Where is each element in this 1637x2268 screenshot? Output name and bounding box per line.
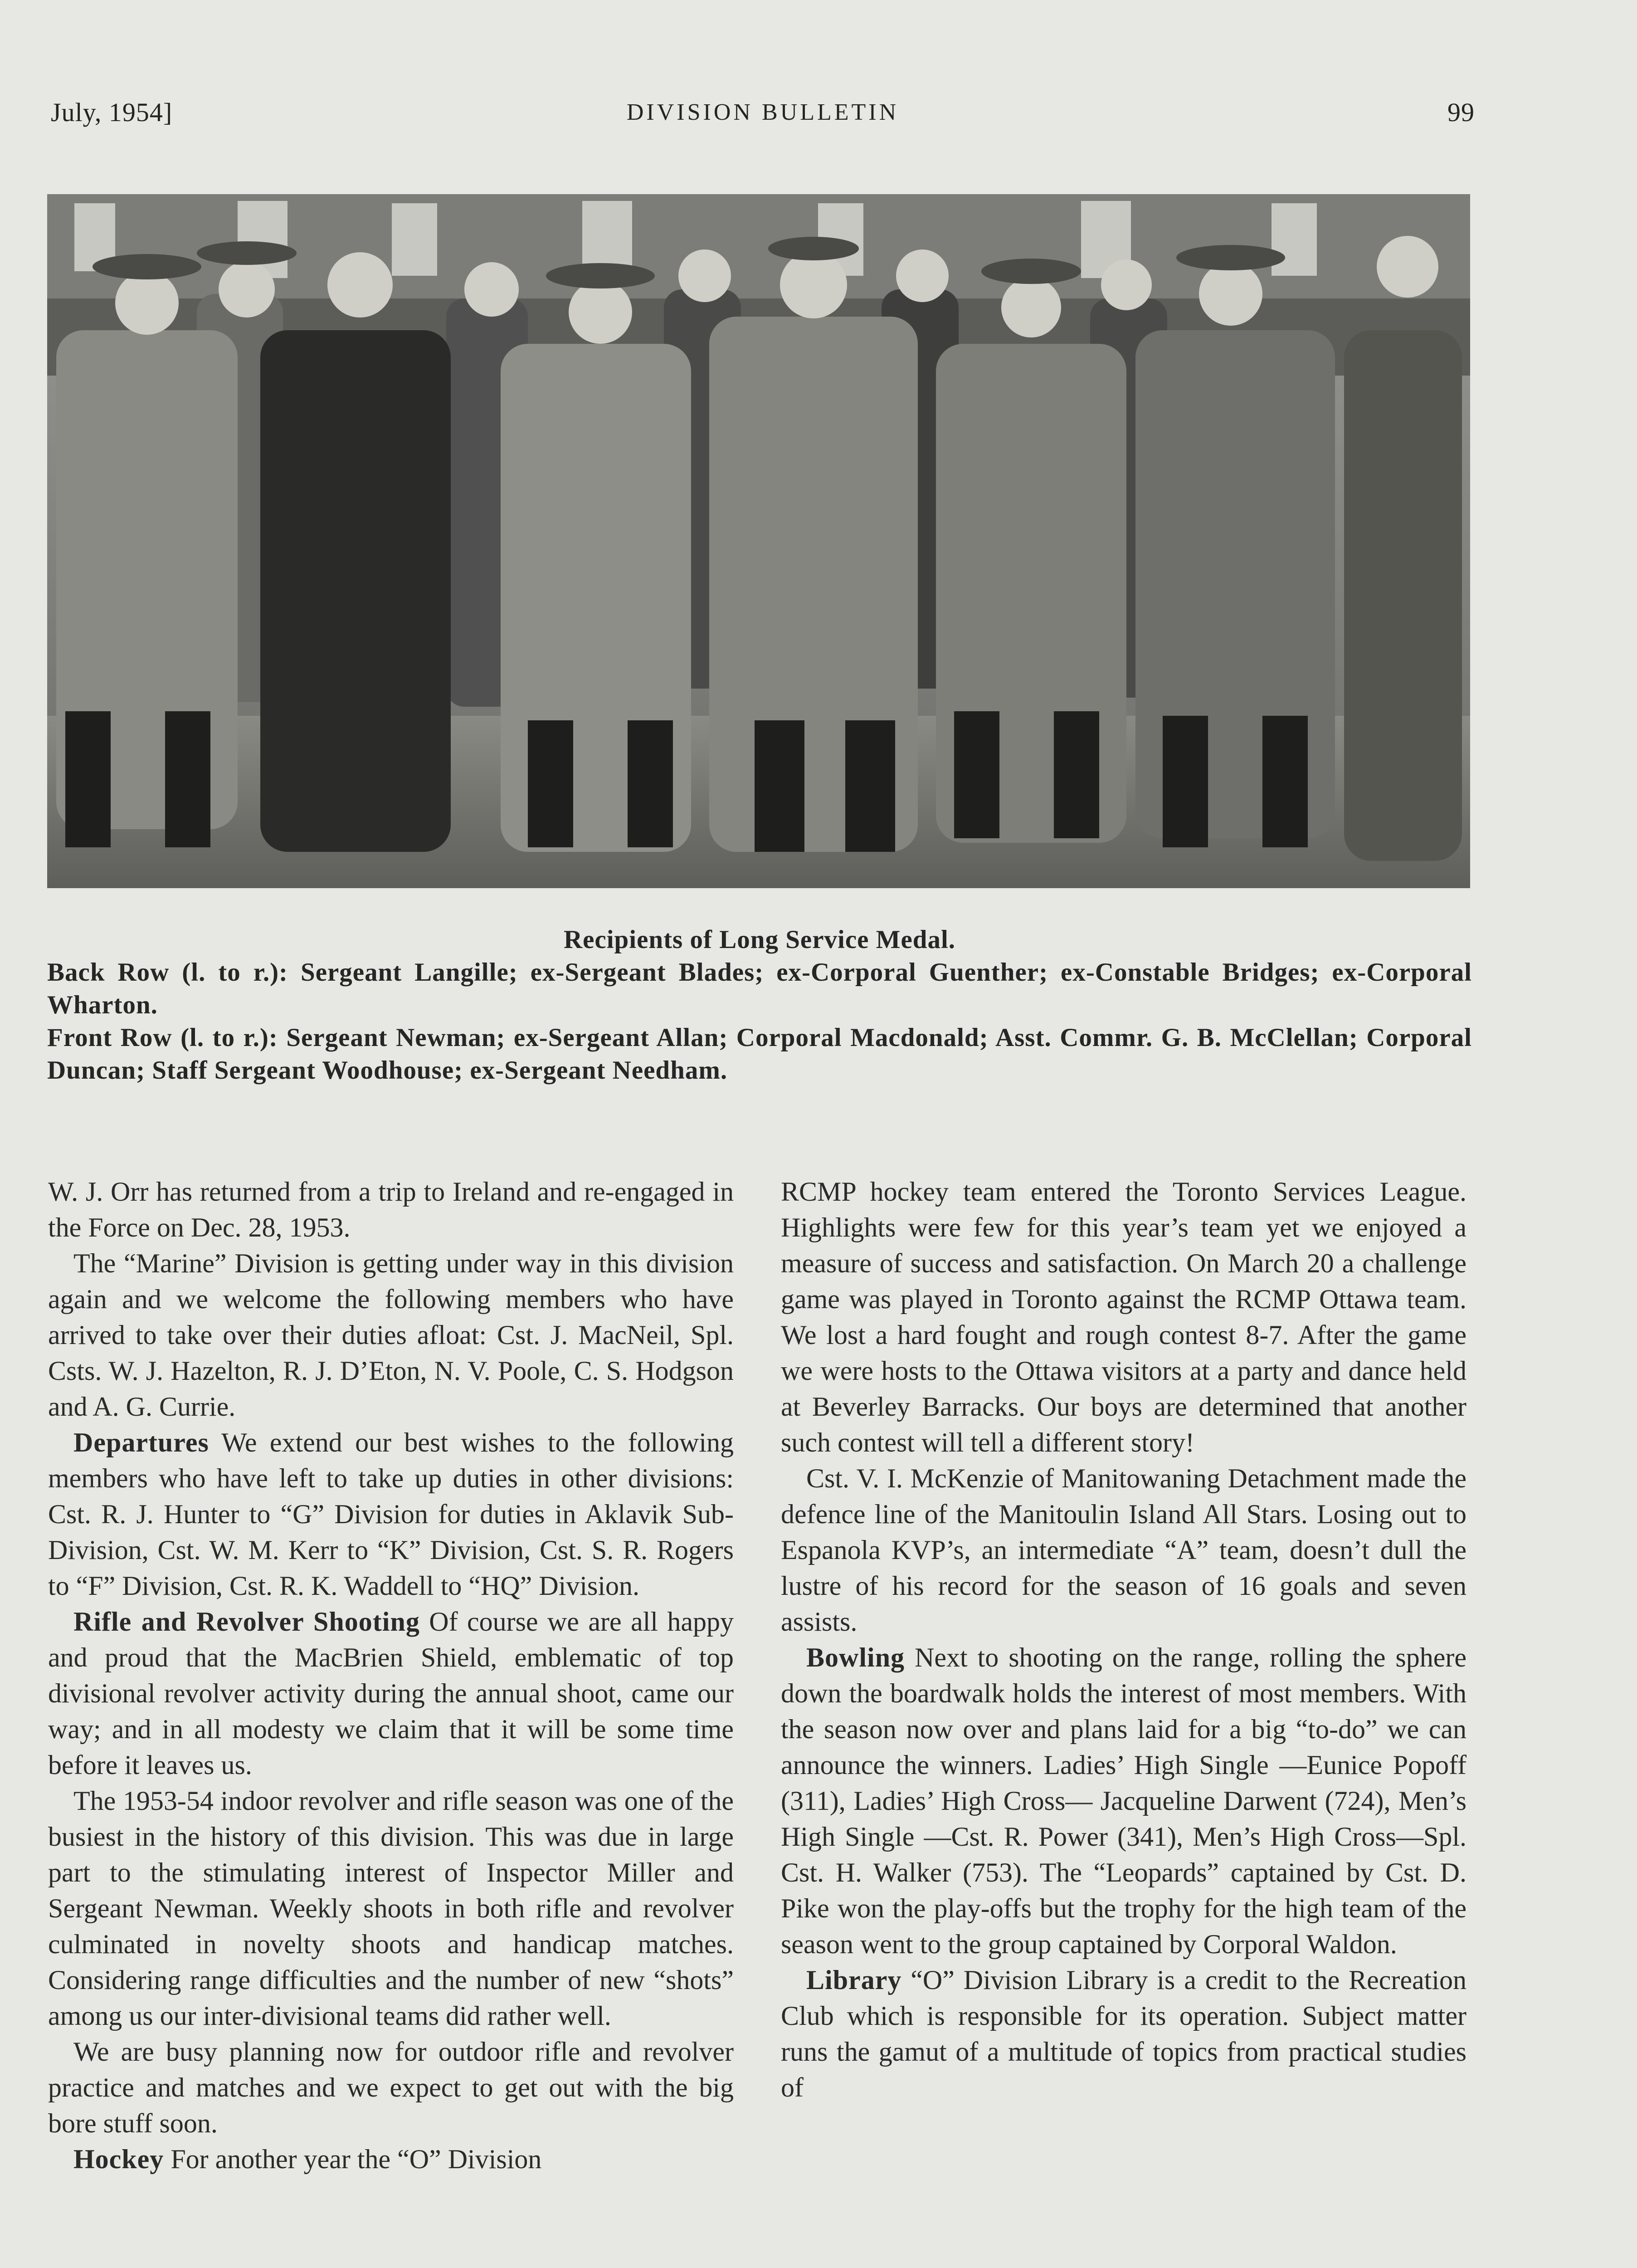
paragraph: We are busy planning now for outdoor rifle and revolver practice and matches and we expect to get out with the big bore stuff soon. [48, 2037, 734, 2138]
paragraph-text: Of course we are all happy and proud that the MacBrien Shield, emblematic of top divisional revolver activity during the annual shoot, came our way; and in all modesty we claim that it will be some time before it leaves us. [48, 1607, 734, 1780]
paragraph: The 1953-54 indoor revolver and rifle season was one of the busiest in the history of this division. This was due in large part to the stimulating interest of Inspector Miller and Sergeant Newman. Weekly shoots in both rifle and revolver culminated in novelty shoots and handicap matches. Considering range difficulties and the number of new “shots” among us our inter-divisional teams did rather well. [48, 1786, 734, 2031]
group-photo-icon [47, 194, 1470, 888]
paragraph [48, 2141, 734, 2177]
section-heading: Rifle and Revolver Shooting [73, 1607, 420, 1637]
paragraph [781, 1640, 1466, 1962]
section-heading: Departures [73, 1427, 209, 1457]
caption-title: Recipients of Long Service Medal. [563, 925, 956, 954]
caption-front-row: Front Row (l. to r.): Sergeant Newman; ex-Sergeant Allan; Corporal Macdonald; Asst. Commr. G. B. McClellan; Corporal Duncan; Staff Sergeant Woodhouse; ex-Sergeant Needham. [47, 1023, 1472, 1085]
header-title: DIVISION BULLETIN [626, 99, 899, 125]
paragraph: The “Marine” Division is getting under way in this division again and we welcome the following members who have arrived to take over their duties afloat: Cst. J. MacNeil, Spl. Csts. W. J. Hazelton, R. J. D’Eton, N. V. Poole, C. S. Hodgson and A. G. Currie. [48, 1248, 734, 1422]
paragraph-text: Next to shooting on the range, rolling the sphere down the boardwalk holds the interest of most members. With the season now over and plans laid for a big “to-do” we can announce the winners. Ladies’ High Single —Eunice Popoff (311), Ladies’ High Cross— Jacqueline Darwent (724), Men’s High Single —Cst. R. Power (341), Men’s High Cross—Spl. Cst. H. Walker (753). The “Leopards” captained by Cst. D. Pike won the play-offs but the trophy for the high team of the season went to the group captained by Corporal Waldon. [781, 1642, 1466, 1959]
paragraph: RCMP hockey team entered the Toronto Services League. Highlights were few for this year’s team yet we enjoyed a measure of success and satisfaction. On March 20 a challenge game was played in Toronto against the RCMP Ottawa team. We lost a hard fought and rough contest 8-7. After the game we were hosts to the Ottawa visitors at a party and dance held at Beverley Barracks. Our boys are determined that another such contest will tell a different story! [781, 1177, 1466, 1457]
paragraph [48, 1425, 734, 1604]
left-column [48, 1174, 734, 2177]
running-header [51, 97, 1475, 138]
paragraph-text: We extend our best wishes to the following members who have left to take up duties in other divisions: Cst. R. J. Hunter to “G” Division for duties in Aklavik Sub-Division, Cst. W. M. Kerr to “K” Division, Cst. S. R. Rogers to “F” Division, Cst. R. K. Waddell to “HQ” Division. [48, 1427, 734, 1601]
section-heading: Library [806, 1965, 902, 1995]
caption-back-row: Back Row (l. to r.): Sergeant Langille; ex-Sergeant Blades; ex-Corporal Guenther; ex-Constable Bridges; ex-Corporal Wharton. [47, 958, 1472, 1019]
group-photo [47, 194, 1470, 888]
page-number: 99 [1447, 98, 1475, 127]
photo-caption [47, 924, 1472, 1087]
section-heading: Bowling [806, 1642, 905, 1672]
section-heading: Hockey [73, 2144, 164, 2174]
header-date: July, 1954] [51, 98, 173, 127]
paragraph-text: “O” Division Library is a credit to the Recreation Club which is responsible for its operation. Subject matter runs the gamut of a multitude of topics from practical studies of [781, 1965, 1466, 2102]
paragraph: W. J. Orr has returned from a trip to Ireland and re-engaged in the Force on Dec. 28, 1953. [48, 1177, 734, 1242]
paragraph-text: For another year the “O” Division [164, 2144, 542, 2174]
paragraph [781, 1962, 1466, 2106]
paragraph: Cst. V. I. McKenzie of Manitowaning Detachment made the defence line of the Manitoulin Island All Stars. Losing out to Espanola KVP’s, an intermediate “A” team, doesn’t dull the lustre of his record for the season of 16 goals and seven assists. [781, 1463, 1466, 1637]
right-column [781, 1174, 1466, 2106]
paragraph [48, 1604, 734, 1783]
